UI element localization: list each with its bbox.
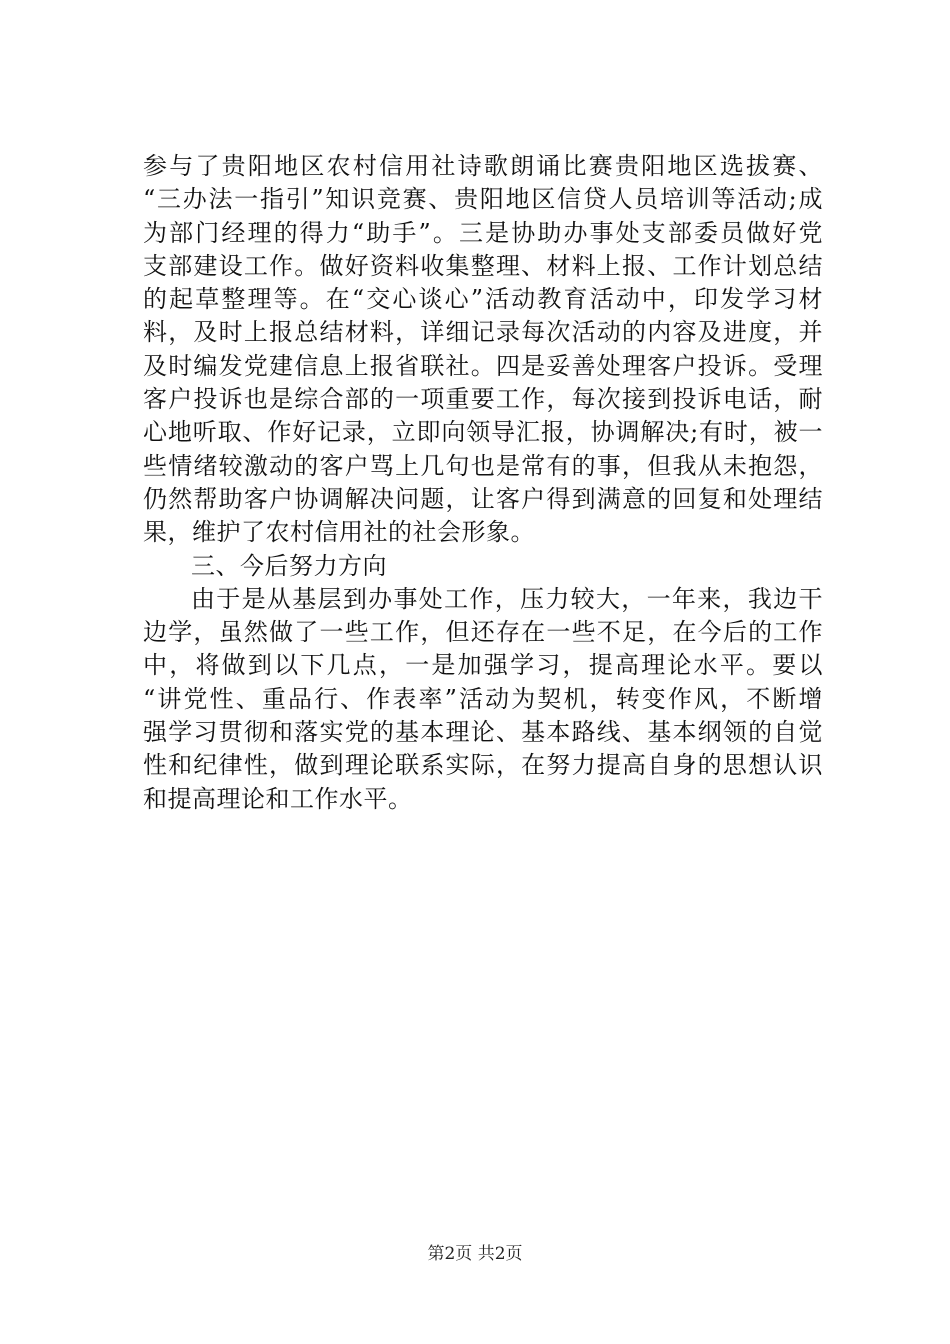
body-line: 及时编发党建信息上报省联社。四是妥善处理客户投诉。受理 bbox=[143, 351, 823, 380]
section-heading: 三、今后努力方向 bbox=[191, 551, 387, 580]
body-line: 性和纪律性，做到理论联系实际，在努力提高自身的思想认识 bbox=[143, 751, 823, 780]
body-line: 强学习贯彻和落实党的基本理论、基本路线、基本纲领的自觉 bbox=[143, 718, 823, 747]
body-line: 和提高理论和工作水平。 bbox=[143, 784, 413, 813]
body-line: 些情绪较激动的客户骂上几句也是常有的事，但我从未抱怨， bbox=[143, 451, 823, 480]
page-number-footer: 第2页 共2页 bbox=[427, 1244, 523, 1264]
document-body bbox=[143, 150, 823, 816]
body-line: 为部门经理的得力“助手”。三是协助办事处支部委员做好党 bbox=[143, 218, 823, 247]
body-line: 边学，虽然做了一些工作，但还存在一些不足，在今后的工作 bbox=[143, 618, 823, 647]
body-line: “三办法一指引”知识竞赛、贵阳地区信贷人员培训等活动;成 bbox=[143, 185, 823, 214]
body-line: 中，将做到以下几点，一是加强学习，提高理论水平。要以 bbox=[143, 651, 823, 680]
body-line: 参与了贵阳地区农村信用社诗歌朗诵比赛贵阳地区选拔赛、 bbox=[143, 152, 823, 180]
body-line: 支部建设工作。做好资料收集整理、材料上报、工作计划总结 bbox=[143, 251, 823, 280]
body-line: 料，及时上报总结材料，详细记录每次活动的内容及进度，并 bbox=[143, 318, 823, 347]
body-line: 仍然帮助客户协调解决问题，让客户得到满意的回复和处理结 bbox=[143, 484, 823, 513]
body-line: 心地听取、作好记录，立即向领导汇报，协调解决;有时，被一 bbox=[143, 418, 823, 447]
body-line: 由于是从基层到办事处工作，压力较大，一年来，我边干 bbox=[191, 584, 823, 613]
body-line: 果，维护了农村信用社的社会形象。 bbox=[143, 518, 535, 547]
body-line: 客户投诉也是综合部的一项重要工作，每次接到投诉电话，耐 bbox=[143, 385, 823, 414]
body-line: “讲党性、重品行、作表率”活动为契机，转变作风，不断增 bbox=[143, 684, 823, 713]
body-line: 的起草整理等。在“交心谈心”活动教育活动中，印发学习材 bbox=[143, 285, 823, 314]
